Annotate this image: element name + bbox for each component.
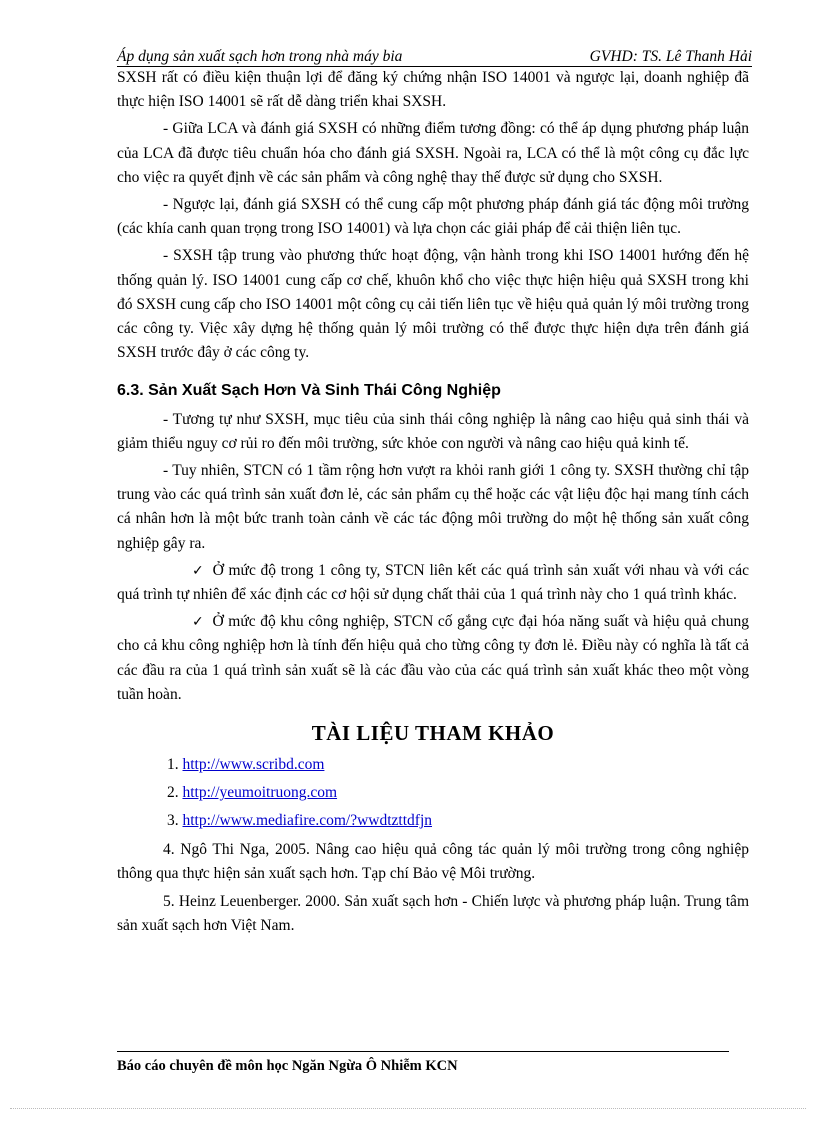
checklist-text: Ở mức độ khu công nghiệp, STCN cố gắng cực đại hóa năng suất và hiệu quả chung cho cả khu công nghiệp hơn là tính đến hiệu quả cho từng công ty đơn lẻ. Điều này có nghĩa là tất cả các đầu ra của 1 quá trình sản xuất sẽ là các đầu vào của các quá trình sản xuất khác theo một vòng tuần hoàn. bbox=[117, 613, 750, 703]
page-header bbox=[117, 48, 752, 67]
paragraph-lca: - Giữa LCA và đánh giá SXSH có những điểm tương đồng: có thể áp dụng phương pháp luận của LCA đã được tiêu chuẩn hóa cho đánh giá SXSH. Ngoài ra, LCA có thể là một công cụ đắc lực cho việc ra quyết định về các sản phẩm và công nghệ thay thế được sử dụng cho SXSH. bbox=[117, 120, 749, 186]
reference-item bbox=[117, 807, 749, 835]
references-title: TÀI LIỆU THAM KHẢO bbox=[311, 721, 555, 746]
checkmark-icon: ✓ bbox=[192, 614, 205, 631]
reference-link[interactable]: http://www.mediafire.com/?wwdtzttdfjn bbox=[182, 812, 433, 830]
reference-item bbox=[117, 779, 749, 807]
paragraph-operations: - SXSH tập trung vào phương thức hoạt động, vận hành trong khi ISO 14001 hướng đến hệ thống quản lý. ISO 14001 cung cấp cơ chế, khuôn khổ cho việc thực hiện hiệu quả SXSH trong khi đó SXSH cung cấp cho ISO 14001 một công cụ cải tiến liên tục về hiệu quả quản lý môi trường trong các công ty. Việc xây dựng hệ thống quản lý môi trường có thể được thực hiện dựa trên đánh giá SXSH trước đây ở các công ty. bbox=[117, 247, 749, 362]
page-content bbox=[117, 66, 749, 938]
header-advisor: GVHD: TS. Lê Thanh Hải bbox=[589, 48, 752, 65]
page-footer: Báo cáo chuyên đề môn học Ngăn Ngừa Ô Nhiễm KCN bbox=[117, 1058, 458, 1074]
reference-item: 5. Heinz Leuenberger. 2000. Sản xuất sạch hơn - Chiến lược và phương pháp luận. Trung tâm sản xuất sạch hơn Việt Nam. bbox=[117, 892, 749, 934]
reference-number: 1. bbox=[167, 756, 179, 774]
header-title: Áp dụng sản xuất sạch hơn trong nhà máy bia bbox=[117, 48, 403, 65]
reference-link[interactable]: http://yeumoitruong.com bbox=[182, 784, 338, 802]
reference-number: 3. bbox=[167, 812, 179, 830]
paragraph-industrial-ecology-goal: - Tương tự như SXSH, mục tiêu của sinh thái công nghiệp là nâng cao hiệu quả sinh thái và giảm thiểu nguy cơ rủi ro đến môi trường, sức khỏe con người và nâng cao hiệu quả kinh tế. bbox=[117, 410, 749, 452]
paragraph-assessment: - Ngược lại, đánh giá SXSH có thể cung cấp một phương pháp đánh giá tác động môi trường (các khía canh quan trọng trong ISO 14001) và lựa chọn các giải pháp để cải thiện liên tục. bbox=[117, 196, 749, 238]
reference-item bbox=[117, 751, 749, 779]
reference-number: 2. bbox=[167, 784, 179, 802]
reference-link[interactable]: http://www.scribd.com bbox=[182, 756, 325, 774]
checklist-item bbox=[117, 559, 749, 607]
reference-item: 4. Ngô Thi Nga, 2005. Nâng cao hiệu quả công tác quản lý môi trường trong công nghiệp thông qua thực hiện sản xuất sạch hơn. Tạp chí Bảo vệ Môi trường. bbox=[117, 841, 749, 883]
footer-divider bbox=[117, 1051, 729, 1052]
section-heading: 6.3. Sản Xuất Sạch Hơn Và Sinh Thái Công Nghiệp bbox=[117, 382, 501, 400]
page-boundary bbox=[10, 1108, 806, 1109]
checklist-text: Ở mức độ trong 1 công ty, STCN liên kết các quá trình sản xuất với nhau và với các quá trình tự nhiên để xác định các cơ hội sử dụng chất thải của 1 quá trình này cho 1 quá trình khác. bbox=[117, 561, 749, 604]
checklist-item bbox=[117, 610, 749, 707]
paragraph-sxsh-iso: SXSH rất có điều kiện thuận lợi để đăng ký chứng nhận ISO 14001 và ngược lại, doanh nghiệp đã thực hiện ISO 14001 sẽ rất dễ dàng triển khai SXSH. bbox=[117, 69, 749, 111]
checkmark-icon: ✓ bbox=[192, 562, 205, 579]
paragraph-industrial-ecology-scope: - Tuy nhiên, STCN có 1 tầm rộng hơn vượt ra khỏi ranh giới 1 công ty. SXSH thường chỉ tập trung vào các quá trình sản xuất đơn lẻ, các sản phẩm cụ thể hoặc các vật liệu độc hại mang tính cách cá nhân hơn là một bức tranh toàn cảnh về các tác động môi trường do một hệ thống sản xuất công nghiệp gây ra. bbox=[117, 462, 749, 552]
